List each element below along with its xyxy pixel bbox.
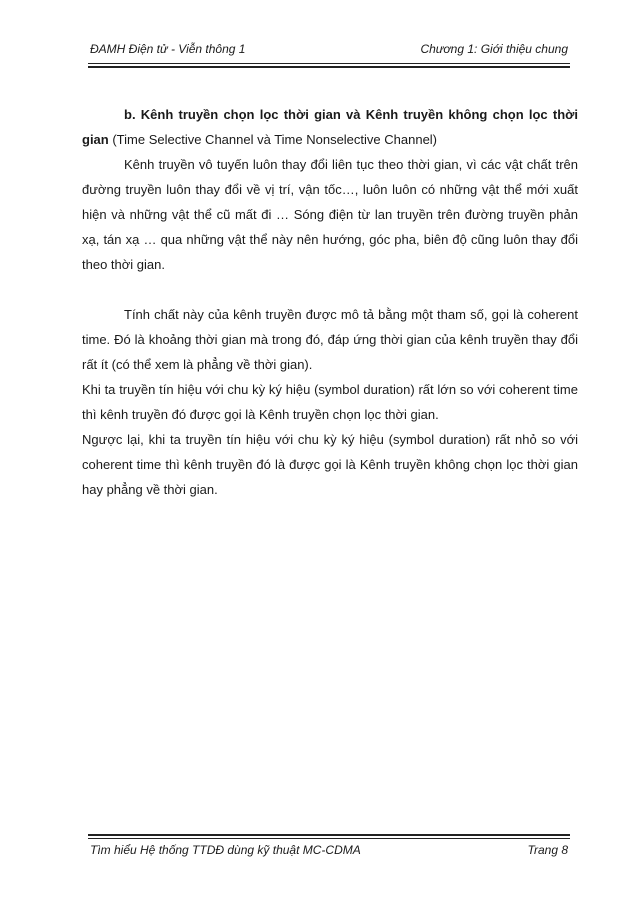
section-heading-bold: b. Kênh truyền chọn lọc thời gian và Kênh truyền không chọn lọc thời gian [82,107,578,147]
paragraph-channel-variation: Kênh truyền vô tuyến luôn thay đổi liên tục theo thời gian, vì các vật chất trên đường truyền luôn thay đổi về vị trí, vận tốc…, luôn luôn có những vật thể mới xuất hiện và những vật thể cũ mất đi … Sóng điện từ lan truyền trên đường truyền phản xạ, tán xạ … qua những vật thể này nên hướng, góc pha, biên độ cũng luôn thay đổi theo thời gian. [82,157,578,272]
paragraph-time-nonselective: Ngược lại, khi ta truyền tín hiệu với chu kỳ ký hiệu (symbol duration) rất nhỏ so với coherent time thì kênh truyền đó là được gọi là Kênh truyền không chọn lọc thời gian hay phẳng về thời gian. [82,432,578,497]
footer-document-title: Tìm hiểu Hệ thống TTDĐ dùng kỹ thuật MC-CDMA [90,843,361,857]
header-rule-thick [88,66,570,68]
section-heading [82,102,578,152]
page-number: Trang 8 [527,843,568,857]
section-heading-rest: (Time Selective Channel và Time Nonselective Channel) [108,132,438,147]
header-rule-thin [88,63,570,64]
footer-rule-thick [88,834,570,836]
page-footer [88,843,570,863]
page-content [82,102,578,502]
paragraph-coherent-time: Tính chất này của kênh truyền được mô tả bằng một tham số, gọi là coherent time. Đó là khoảng thời gian mà trong đó, đáp ứng thời gian của kênh truyền thay đổi rất ít (có thể xem là phẳng về thời gian). [82,307,578,372]
header-document-title: ĐAMH Điện tử - Viễn thông 1 [90,42,246,56]
header-chapter-title: Chương 1: Giới thiệu chung [420,42,568,56]
footer-rule-thin [88,838,570,839]
paragraph-time-selective: Khi ta truyền tín hiệu với chu kỳ ký hiệu (symbol duration) rất lớn so với coherent time thì kênh truyền đó được gọi là Kênh truyền chọn lọc thời gian. [82,382,578,422]
page-header [88,40,570,62]
